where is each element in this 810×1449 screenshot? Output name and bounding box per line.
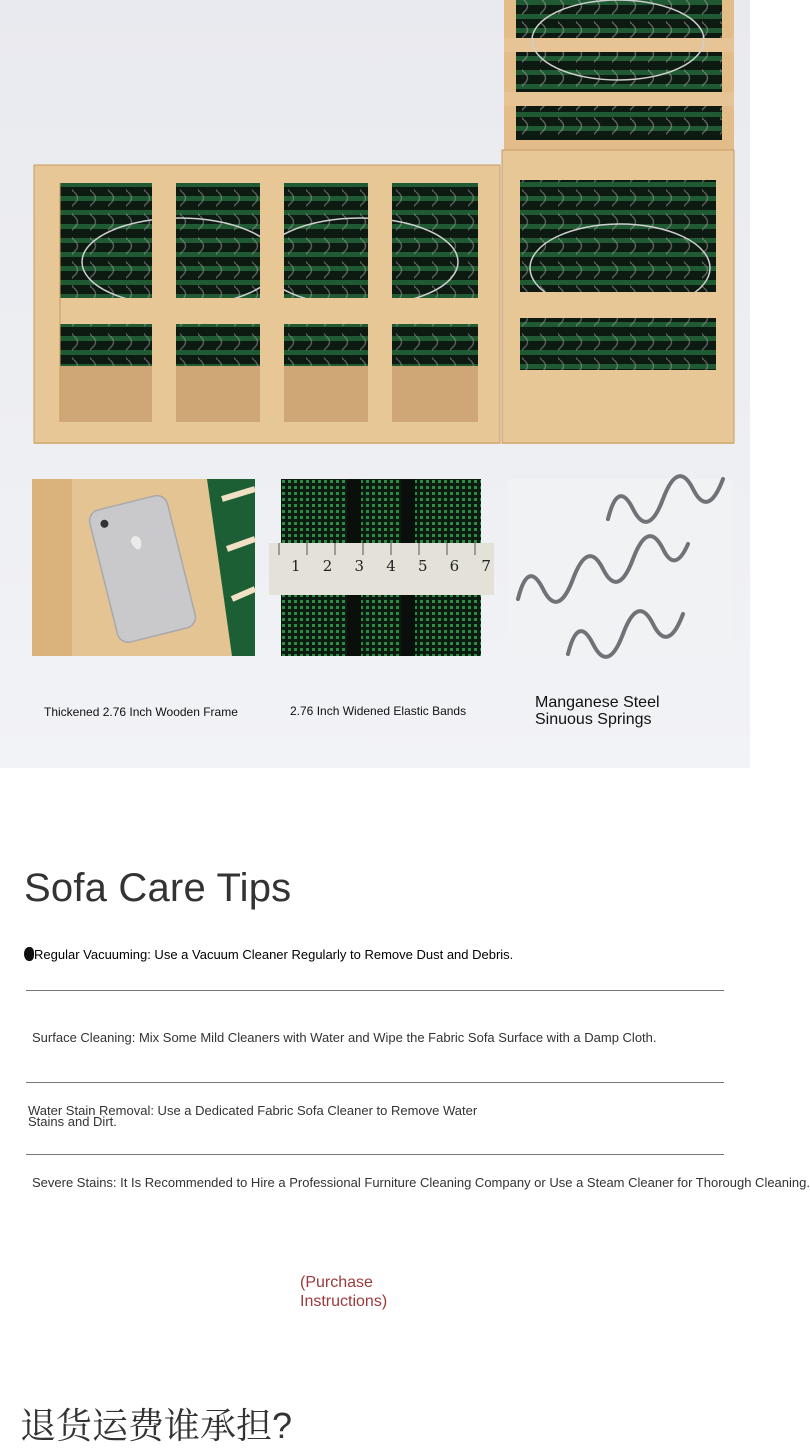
ruler-mark: 3 <box>354 557 365 575</box>
elastic-band-photo <box>269 479 494 656</box>
care-tip-severe-stains: Severe Stains: It Is Recommended to Hire a Professional Furniture Cleaning Company or Use a Steam Cleaner for Thorough Cleaning. <box>32 1175 810 1190</box>
purchase-instructions-label: (Purchase Instructions) <box>300 1274 388 1310</box>
product-photo-panel <box>0 0 750 768</box>
care-tip-surface-cleaning: Surface Cleaning: Mix Some Mild Cleaners with Water and Wipe the Fabric Sofa Surface with a Damp Cloth. <box>32 1030 657 1045</box>
wooden-frame-photo <box>32 479 255 656</box>
caption-line: Sinuous Springs <box>535 711 652 728</box>
sofa-frame-illustration <box>0 0 750 470</box>
divider <box>26 1154 724 1155</box>
caption-line: Manganese Steel <box>535 694 660 711</box>
care-tips-title: Sofa Care Tips <box>24 866 292 910</box>
ruler-mark: 7 <box>481 557 491 575</box>
return-shipping-heading: 退货运费谁承担? <box>20 1405 293 1446</box>
care-tip-water-stain: Water Stain Removal: Use a Dedicated Fabric Sofa Cleaner to Remove Water Stains and Dirt. <box>28 1103 478 1129</box>
divider <box>26 990 724 991</box>
sinuous-springs-photo <box>508 479 732 656</box>
ruler-mark: 1 <box>291 557 301 575</box>
ruler-mark: 6 <box>449 557 460 575</box>
feature-caption-bands: 2.76 Inch Widened Elastic Bands <box>290 704 467 718</box>
feature-caption-frame: Thickened 2.76 Inch Wooden Frame <box>44 705 238 719</box>
feature-caption-springs <box>535 694 705 728</box>
bullet-icon <box>24 947 34 961</box>
ruler-mark: 5 <box>417 557 428 575</box>
ruler-mark: 2 <box>322 557 333 575</box>
care-tip-vacuuming: Regular Vacuuming: Use a Vacuum Cleaner Regularly to Remove Dust and Debris. <box>34 947 514 962</box>
divider <box>26 1082 724 1083</box>
ruler-mark: 4 <box>386 557 396 575</box>
ruler-numbers <box>291 557 491 575</box>
